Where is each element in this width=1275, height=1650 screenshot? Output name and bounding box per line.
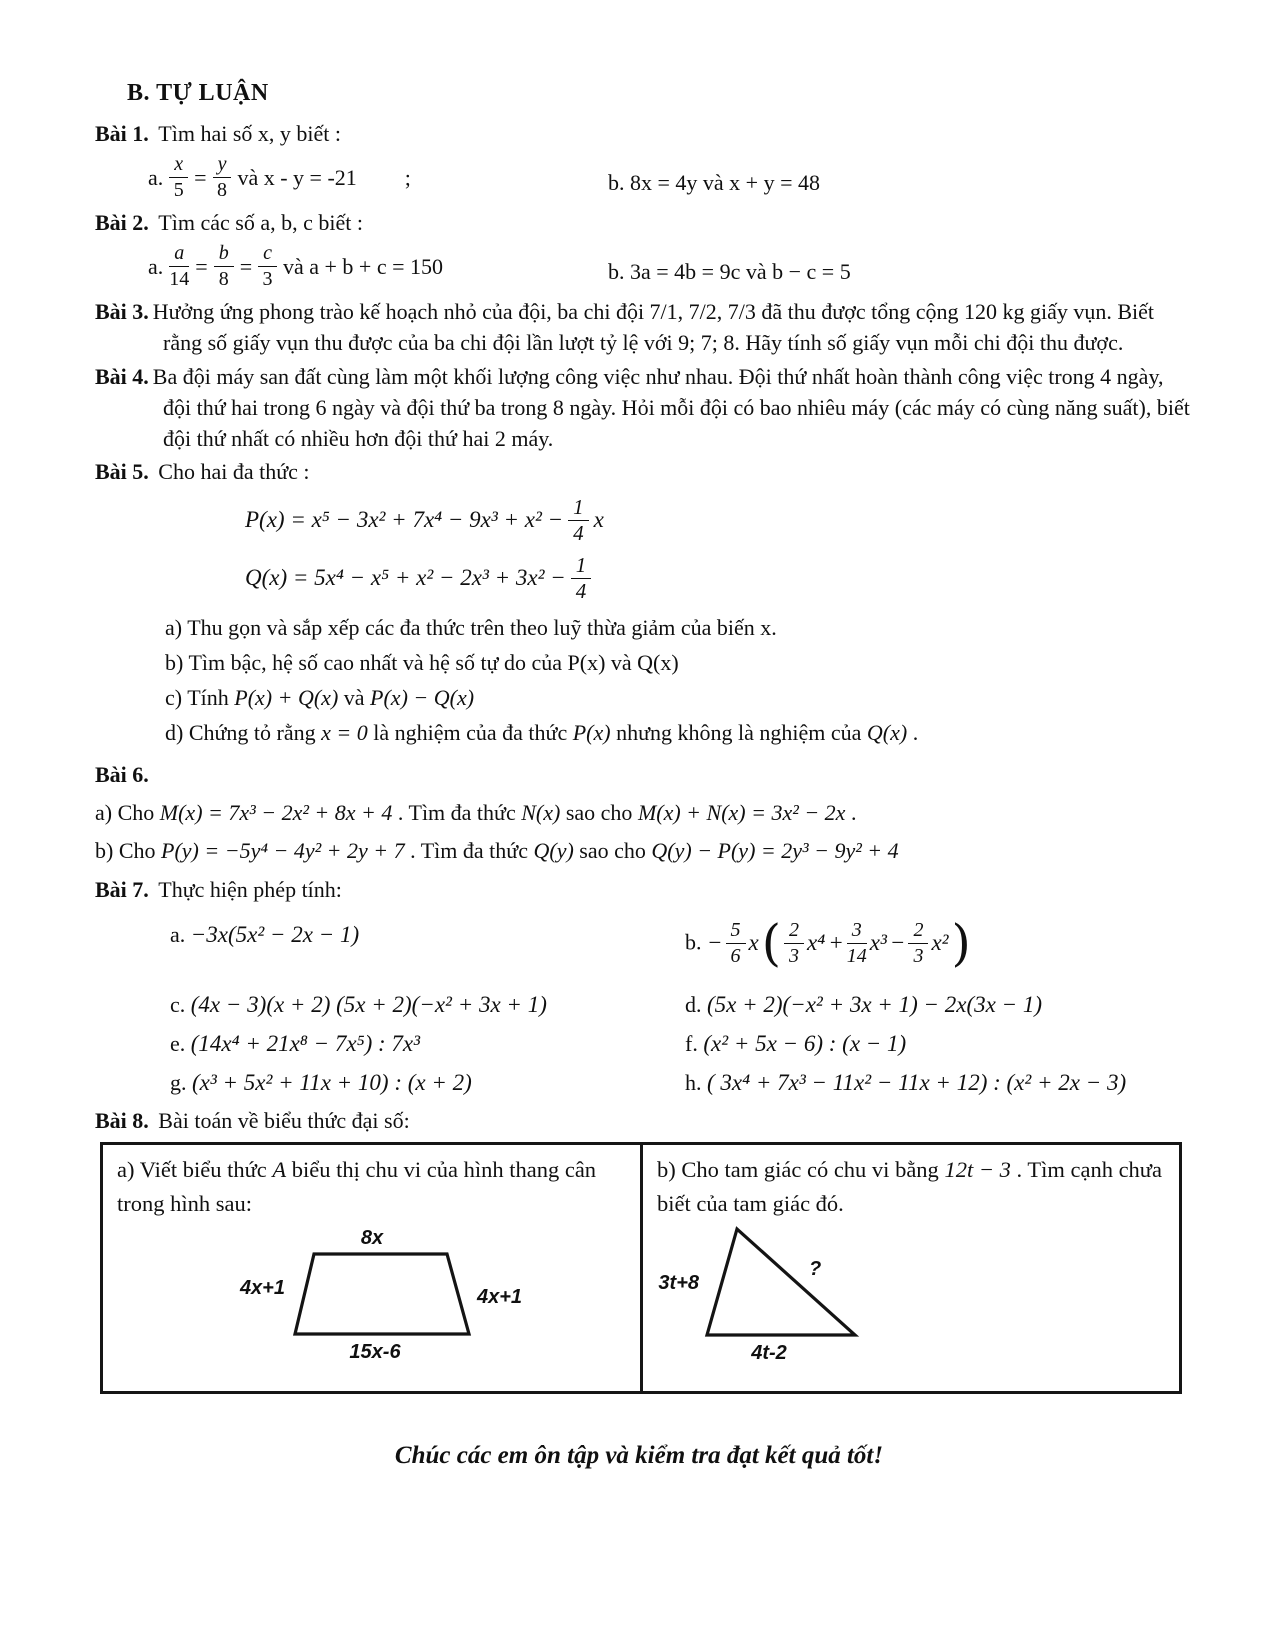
item-a-label: a. xyxy=(148,164,164,190)
problem-7-title-line xyxy=(95,874,1195,905)
problem-7-row-ef xyxy=(95,1028,1195,1061)
part-text: là nghiệm của đa thức xyxy=(367,720,573,746)
problem-5-title: Cho hai đa thức : xyxy=(158,459,310,485)
fraction-3-over-14: $\frac{3}{14}$ xyxy=(846,919,867,967)
item-label: b. xyxy=(685,930,702,956)
item-label: g. xyxy=(170,1069,187,1095)
problem-6-title-line xyxy=(95,759,1195,790)
problem-1-item-a xyxy=(148,153,608,201)
P-equation-tail: x xyxy=(593,507,604,533)
cell-a-text: a) Viết biểu thức A biểu thị chu vi của hình thang cân trong hình sau: xyxy=(117,1157,597,1217)
problem-7-item-g xyxy=(170,1067,685,1100)
item-a-condition: và a + b + c = 150 xyxy=(283,253,444,279)
problem-4-text: Ba đội máy san đất cùng làm một khối lượng công việc như nhau. Đội thứ nhất hoàn thành công việc trong 4 ngày, đội thứ hai trong 6 ngày và đội thứ ba trong 8 ngày. Hỏi mỗi đội có bao nhiêu máy (các máy có cùng năng suất), biết đội thứ nhất có nhiều hơn đội thứ hai 2 máy. xyxy=(152,363,1190,452)
problem-8-table xyxy=(100,1142,1182,1394)
problem-8-title-line xyxy=(95,1105,1195,1136)
trapezoid-top-label: 8x xyxy=(360,1226,384,1249)
problem-7-item-a xyxy=(170,919,685,952)
problem-2-label: Bài 2. xyxy=(95,210,149,236)
section-heading: B. TỰ LUẬN xyxy=(127,80,269,106)
part-text: Chứng tỏ rằng xyxy=(188,720,322,746)
part-text: nhưng không là nghiệm của xyxy=(610,720,867,746)
problem-6-part-a xyxy=(95,797,1195,828)
math-expression: P(x) − Q(x) xyxy=(370,685,475,711)
term-x3: x³ xyxy=(869,930,887,956)
math-expression: P(x) xyxy=(572,720,611,746)
problem-2-items xyxy=(95,242,1195,290)
fraction-5-over-6: $\frac{5}{6}$ xyxy=(726,919,746,967)
trapezoid-bottom-label: 15x-6 xyxy=(349,1340,401,1363)
item-label: d. xyxy=(685,992,702,1018)
trapezoid-svg xyxy=(117,1227,627,1365)
math-expression: −3x(5x² − 2x − 1) xyxy=(190,922,360,948)
item-b-label: b. xyxy=(608,259,625,285)
problem-6-part-b xyxy=(95,835,1195,866)
fraction-x-over-5: $\frac{x}{5}$ xyxy=(169,153,188,201)
math-expression: (5x + 2)(−x² + 3x + 1) − 2x(3x − 1) xyxy=(707,992,1043,1018)
part-text: Cho xyxy=(117,799,160,825)
math-expression: Q(y) xyxy=(533,837,574,863)
part-text: Thu gọn và sắp xếp các đa thức trên theo luỹ thừa giảm của biến x. xyxy=(187,614,777,640)
math-expression: P(y) = −5y⁴ − 4y² + 2y + 7 xyxy=(161,837,405,863)
triangle-hypotenuse-label: ? xyxy=(809,1257,822,1280)
part-text: . xyxy=(907,720,919,746)
part-text: Tính xyxy=(187,685,235,711)
part-text: . Tìm đa thức xyxy=(404,837,534,863)
problem-5-part-c xyxy=(165,682,1195,713)
item-b-text: 3a = 4b = 9c và b − c = 5 xyxy=(630,259,851,285)
problem-1-title: Tìm hai số x, y biết : xyxy=(158,121,341,147)
problem-7-item-f xyxy=(685,1028,906,1061)
problem-7-item-d xyxy=(685,989,1042,1022)
triangle-figure xyxy=(657,1223,1167,1373)
part-text: Tìm bậc, hệ số cao nhất và hệ số tự do của P(x) và Q(x) xyxy=(188,649,679,675)
problem-7-row-cd xyxy=(95,989,1195,1022)
part-text: . Tìm đa thức xyxy=(392,799,522,825)
part-label: b) xyxy=(95,837,114,863)
fraction-1-over-4: $\frac{1}{4}$ xyxy=(568,496,589,546)
equals-sign: = xyxy=(194,164,207,190)
problem-1-title-line xyxy=(95,118,1195,149)
problem-2-title-line xyxy=(95,207,1195,238)
math-expression: Q(x) xyxy=(866,720,908,746)
item-b-label: b. xyxy=(608,170,625,196)
problem-6-label: Bài 6. xyxy=(95,761,149,787)
problem-4 xyxy=(95,361,1195,455)
problem-7-row-ab xyxy=(95,914,1195,973)
math-expression: P(x) + Q(x) xyxy=(234,685,339,711)
problem-3 xyxy=(95,296,1195,358)
part-text: sao cho xyxy=(573,837,652,863)
problem-7-title: Thực hiện phép tính: xyxy=(158,877,342,903)
problem-2-item-b xyxy=(608,242,851,287)
closing-message: Chúc các em ôn tập và kiểm tra đạt kết quả tốt! xyxy=(394,1442,884,1470)
part-text: và xyxy=(338,685,371,711)
triangle-bottom-label: 4t-2 xyxy=(751,1341,787,1364)
item-label: h. xyxy=(685,1069,702,1095)
math-expression: M(x) = 7x³ − 2x² + 8x + 4 xyxy=(159,799,393,825)
problem-5-part-b xyxy=(165,647,1195,678)
problem-1-item-b xyxy=(608,153,820,198)
problem-7-item-h xyxy=(685,1067,1126,1100)
problem-5-part-a xyxy=(165,612,1195,643)
trapezoid-shape xyxy=(295,1254,469,1334)
problem-3-text: Hưởng ứng phong trào kế hoạch nhỏ của đội, ba chi đội 7/1, 7/2, 7/3 đã thu được tổng cộng 120 kg giấy vụn. Biết rằng số giấy vụn thu được của ba chi đội lần lượt tỷ lệ với 9; 7; 8. Hãy tính số giấy vụn mỗi chi đội thu được. xyxy=(152,299,1155,356)
triangle-left-label: 3t+8 xyxy=(658,1271,699,1294)
math-expression: (4x − 3)(x + 2) (5x + 2)(−x² + 3x + 1) xyxy=(190,992,547,1018)
item-label: c. xyxy=(170,992,186,1018)
fraction-y-over-8: $\frac{y}{8}$ xyxy=(213,153,232,201)
problem-5-part-d xyxy=(165,717,1195,748)
problem-5-title-line xyxy=(95,456,1195,487)
math-expression: A xyxy=(272,1157,287,1183)
triangle-svg xyxy=(657,1223,1167,1365)
part-label: c) xyxy=(165,685,183,711)
part-text: Cho xyxy=(118,837,162,863)
math-expression: ( 3x⁴ + 7x³ − 11x² − 11x + 12) : (x² + 2x − 3) xyxy=(707,1069,1127,1095)
fraction-2-over-3b: $\frac{2}{3}$ xyxy=(908,919,928,967)
close-paren: ) xyxy=(951,914,971,973)
equals-sign: = xyxy=(239,253,253,279)
math-expression: Q(y) − P(y) = 2y³ − 9y² + 4 xyxy=(651,837,899,863)
problem-5-label: Bài 5. xyxy=(95,459,149,485)
part-label: a) xyxy=(95,799,113,825)
problem-7-label: Bài 7. xyxy=(95,877,149,903)
separator-semicolon: ; xyxy=(404,164,411,190)
problem-1-items xyxy=(95,153,1195,201)
minus-sign: − xyxy=(707,930,723,956)
trapezoid-left-label: 4x+1 xyxy=(239,1276,285,1299)
part-text: sao cho xyxy=(560,799,638,825)
part-label: a) xyxy=(165,614,183,640)
problem-2-title: Tìm các số a, b, c biết : xyxy=(158,210,363,236)
minus-sign: − xyxy=(889,930,906,956)
P-equation-text: P(x) = x⁵ − 3x² + 7x⁴ − 9x³ + x² − xyxy=(245,507,564,533)
plus-sign: + xyxy=(828,930,844,956)
open-paren: ( xyxy=(761,914,782,973)
Q-equation-text: Q(x) = 5x⁴ − x⁵ + x² − 2x³ + 3x² − xyxy=(245,565,566,591)
term-x4: x⁴ xyxy=(807,930,826,956)
item-b-text: 8x = 4y và x + y = 48 xyxy=(630,170,820,196)
part-label: d) xyxy=(165,720,184,746)
term-x2: x² xyxy=(931,930,949,956)
math-expression: (14x⁴ + 21x⁸ − 7x⁵) : 7x³ xyxy=(190,1030,421,1056)
polynomial-Q-equation xyxy=(245,554,1195,604)
math-expression-with-fractions xyxy=(707,914,971,973)
math-expression: x = 0 xyxy=(321,720,368,746)
problem-7-item-e xyxy=(170,1028,685,1061)
item-label: e. xyxy=(170,1030,186,1056)
cell-b-text: b) Cho tam giác có chu vi bằng 12t − 3 . Tìm cạnh chưa biết của tam giác đó. xyxy=(657,1157,1162,1217)
polynomial-P-equation xyxy=(245,496,1195,546)
problem-1-label: Bài 1. xyxy=(95,121,149,147)
fraction-c-over-3: $\frac{c}{3}$ xyxy=(258,242,277,290)
variable-x: x xyxy=(748,930,759,956)
math-expression: N(x) xyxy=(521,799,561,825)
problem-2-item-a xyxy=(148,242,608,290)
math-expression: 12t − 3 xyxy=(944,1157,1011,1183)
fraction-a-over-14: $\frac{a}{14}$ xyxy=(169,242,190,290)
problem-7-item-b xyxy=(685,914,971,973)
problem-8-label: Bài 8. xyxy=(95,1108,149,1134)
part-label: b) xyxy=(165,649,184,675)
fraction-2-over-3: $\frac{2}{3}$ xyxy=(784,919,804,967)
problem-4-label: Bài 4. xyxy=(95,363,149,389)
item-label: a. xyxy=(170,922,186,948)
trapezoid-figure xyxy=(117,1227,626,1373)
math-expression: (x² + 5x − 6) : (x − 1) xyxy=(703,1030,907,1056)
problem-3-label: Bài 3. xyxy=(95,299,149,325)
table-cell-a xyxy=(103,1145,643,1391)
item-a-condition: và x - y = -21 xyxy=(237,164,357,190)
equals-sign: = xyxy=(195,253,208,279)
part-text: . xyxy=(845,799,857,825)
problem-8-title: Bài toán về biểu thức đại số: xyxy=(158,1108,410,1134)
trapezoid-right-label: 4x+1 xyxy=(477,1285,523,1308)
math-expression: M(x) + N(x) = 3x² − 2x xyxy=(637,799,846,825)
problem-7-row-gh xyxy=(95,1067,1195,1100)
triangle-shape xyxy=(707,1229,855,1335)
fraction-1-over-4: $\frac{1}{4}$ xyxy=(571,554,592,604)
item-a-label: a. xyxy=(148,253,164,279)
table-cell-b xyxy=(643,1145,1181,1391)
item-label: f. xyxy=(685,1030,698,1056)
fraction-b-over-8: $\frac{b}{8}$ xyxy=(214,242,234,290)
math-expression: (x³ + 5x² + 11x + 10) : (x + 2) xyxy=(192,1069,472,1095)
problem-7-item-c xyxy=(170,989,685,1022)
